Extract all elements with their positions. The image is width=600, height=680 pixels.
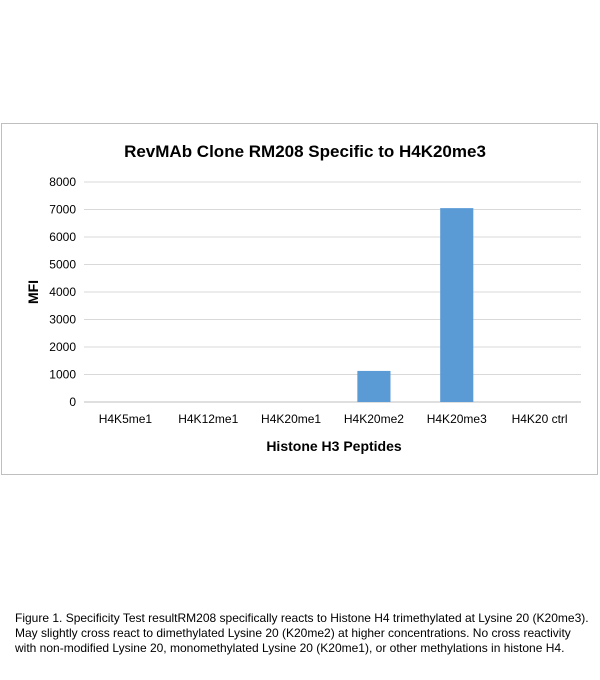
bar-h4k20me2 (357, 371, 390, 402)
chart-area (1, 123, 598, 475)
x-tick-label: H4K20me2 (343, 412, 404, 426)
chart-title: RevMAb Clone RM208 Specific to H4K20me3 (124, 142, 486, 161)
y-tick-label: 2000 (49, 340, 76, 354)
y-axis-ticks (49, 175, 76, 409)
y-tick-label: 5000 (49, 257, 76, 272)
x-tick-label: H4K12me1 (178, 412, 239, 426)
y-tick-label: 1000 (49, 367, 76, 382)
y-tick-label: 7000 (49, 202, 76, 217)
y-tick-label: 6000 (49, 230, 76, 244)
bar-chart (2, 124, 599, 476)
gridlines (84, 182, 581, 402)
figure-caption: Figure 1. Specificity Test resultRM208 specifically reacts to Histone H4 trimethylated at Lysine 20 (K20me3). May slightly cross react to dimethylated Lysine 20 (K20me2) at higher concentrations. No cross reactivity with non-modified Lysine 20, monomethylated Lysine 20 (K20me1), or other methylations in histone H4. (15, 611, 589, 655)
y-tick-label: 3000 (49, 312, 76, 327)
x-tick-label: H4K20me1 (261, 412, 322, 426)
y-tick-label: 4000 (49, 285, 76, 299)
y-tick-label: 0 (69, 395, 76, 409)
x-tick-label: H4K5me1 (98, 412, 153, 426)
bar-h4k20me3 (440, 208, 473, 402)
y-tick-label: 8000 (49, 175, 76, 189)
x-axis-ticks (99, 412, 568, 426)
x-axis-title: Histone H3 Peptides (266, 438, 402, 454)
y-axis-title: MFI (25, 279, 41, 305)
x-tick-label: H4K20 ctrl (511, 412, 568, 426)
x-tick-label: H4K20me3 (426, 412, 487, 426)
